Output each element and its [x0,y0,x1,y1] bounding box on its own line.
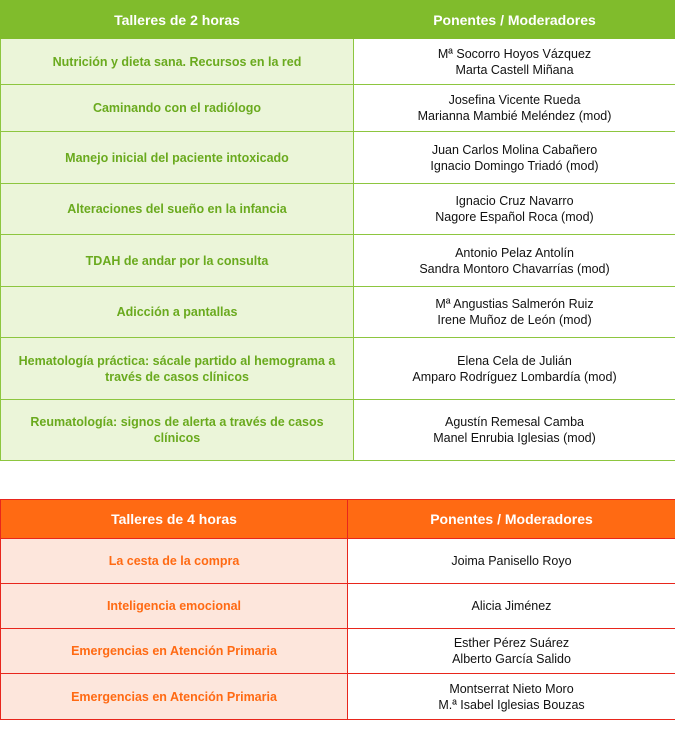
speaker-name: Mª Socorro Hoyos Vázquez [437,46,592,61]
speakers-cell [354,400,675,461]
speakers-cell [354,235,675,287]
speakers-cell [354,39,675,85]
table-header-row [1,500,675,539]
speakers-cell [354,184,675,235]
workshop-title: Inteligencia emocional [1,584,348,629]
workshop-title: Nutrición y dieta sana. Recursos en la red [1,39,354,85]
speakers-cell [354,338,675,400]
workshop-title: TDAH de andar por la consulta [1,235,354,287]
speaker-name: Manel Enrubia Iglesias (mod) [433,431,596,445]
speaker-name: Marta Castell Miñana [455,62,574,77]
column-header-speakers: Ponentes / Moderadores [354,1,675,39]
speaker-name: Marianna Mambié Meléndez (mod) [417,109,612,123]
workshop-title: Adicción a pantallas [1,287,354,338]
speakers-cell [354,287,675,338]
table-row [1,184,675,235]
workshop-title: Emergencias en Atención Primaria [1,674,348,720]
table-row [1,338,675,400]
speakers-cell [348,674,675,720]
speaker-name: Ignacio Cruz Navarro [455,194,574,208]
speaker-name: Esther Pérez Suárez [453,636,570,650]
table-row [1,132,675,184]
table-row [1,539,675,584]
table-row [1,235,675,287]
table-row [1,674,675,720]
table-row [1,629,675,674]
speaker-name: Amparo Rodríguez Lombardía (mod) [412,369,617,384]
speaker-name: Alicia Jiménez [471,599,552,613]
workshop-title: Manejo inicial del paciente intoxicado [1,132,354,184]
workshop-title: La cesta de la compra [1,539,348,584]
table-row [1,287,675,338]
speaker-name: Mª Angustias Salmerón Ruiz [435,297,594,311]
speakers-cell [348,539,675,584]
workshop-title-line: clínicos [153,431,201,445]
speakers-cell [348,629,675,674]
speakers-cell [348,584,675,629]
speaker-name: Juan Carlos Molina Cabañero [431,142,598,157]
speaker-name: Irene Muñoz de León (mod) [437,313,592,327]
table-row [1,39,675,85]
column-header-workshops: Talleres de 2 horas [1,1,354,39]
table-row [1,400,675,461]
workshop-title [1,400,354,461]
speaker-name: Antonio Pelaz Antolín [455,245,574,260]
speaker-name: Elena Cela de Julián [457,353,572,368]
table-row [1,85,675,132]
speaker-name: Sandra Montoro Chavarrías (mod) [419,261,610,276]
table-row [1,584,675,629]
speakers-cell [354,132,675,184]
column-header-speakers: Ponentes / Moderadores [348,500,675,539]
workshops-4h-table [0,499,675,720]
speaker-name: Nagore Español Roca (mod) [435,210,594,224]
workshop-title-line: través de casos clínicos [105,369,249,384]
speaker-name: Josefina Vicente Rueda [448,93,581,107]
speakers-cell [354,85,675,132]
table-header-row [1,1,675,39]
speaker-name: Montserrat Nieto Moro [449,681,574,696]
speaker-name: Alberto García Salido [452,652,571,666]
column-header-workshops: Talleres de 4 horas [1,500,348,539]
workshop-title-line: Hematología práctica: sácale partido al hemograma a [18,353,336,368]
speaker-name: M.ª Isabel Iglesias Bouzas [438,697,585,712]
workshop-title-line: Reumatología: signos de alerta a través de casos [30,415,324,429]
workshop-title: Alteraciones del sueño en la infancia [1,184,354,235]
workshop-title: Caminando con el radiólogo [1,85,354,132]
speaker-name: Joima Panisello Royo [451,554,572,568]
workshop-title [1,338,354,400]
speaker-name: Agustín Remesal Camba [445,415,584,429]
workshop-title: Emergencias en Atención Primaria [1,629,348,674]
speaker-name: Ignacio Domingo Triadó (mod) [430,158,599,173]
